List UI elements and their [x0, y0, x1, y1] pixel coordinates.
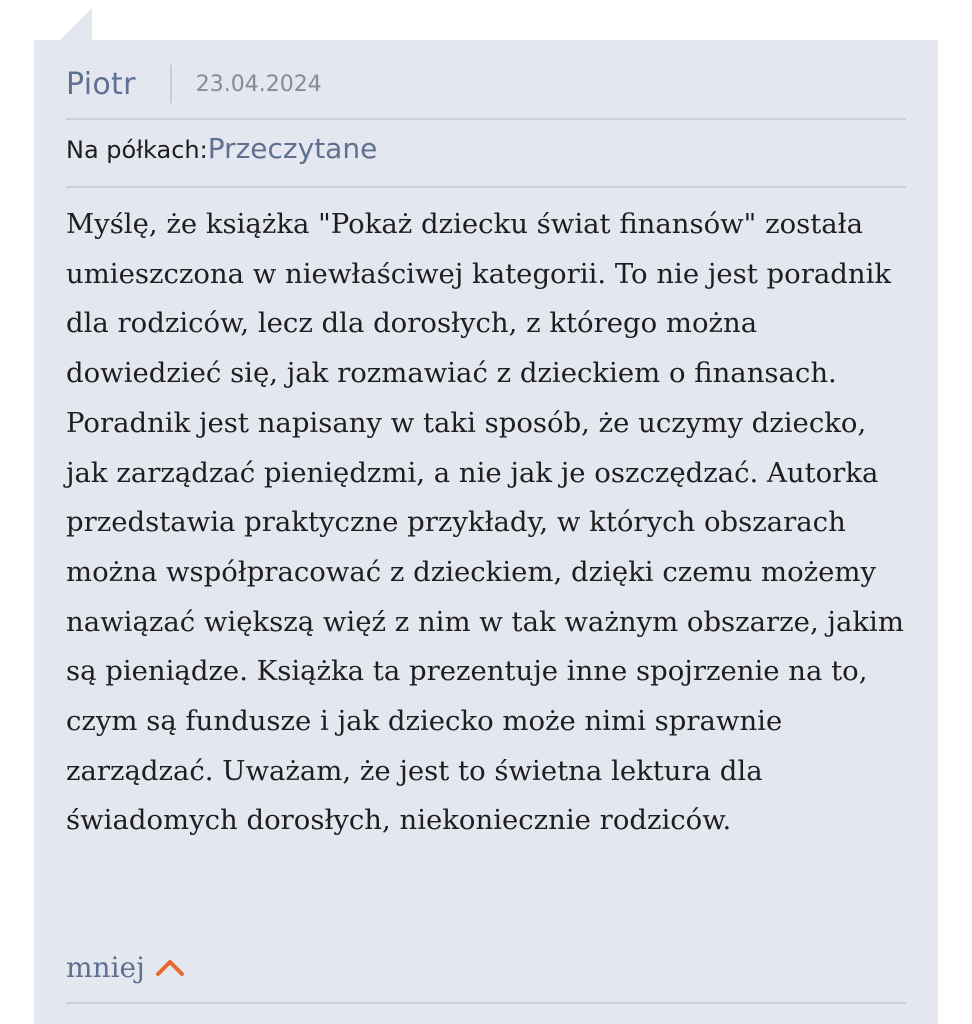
header-separator — [170, 65, 172, 103]
speech-bubble-tail — [60, 8, 92, 40]
show-less-button[interactable] — [66, 944, 185, 990]
shelf-link[interactable]: Przeczytane — [207, 132, 378, 165]
divider — [66, 186, 906, 188]
review-header — [66, 62, 322, 106]
review-author-link[interactable]: Piotr — [66, 66, 136, 102]
shelf-label: Na półkach: — [66, 136, 208, 164]
show-less-label: mniej — [66, 950, 145, 984]
divider — [66, 118, 906, 120]
shelf-info — [66, 132, 377, 174]
review-text: Myślę, że książka "Pokaż dziecku świat finansów" została umieszczona w niewłaściwej kategorii. To nie jest poradnik dla rodziców, lecz dla dorosłych, z którego można dowiedzieć się, jak rozmawiać z dzieckiem o finansach. Poradnik jest napisany w taki sposób, że uczymy dziecko, jak zarządzać pieniędzmi, a nie jak je oszczędzać. Autorka przedstawia praktyczne przykłady, w których obszarach można współpracować z dzieckiem, dzięki czemu możemy nawiązać większą więź z nim w tak ważnym obszarze, jakim są pieniądze. Książka ta prezentuje inne spojrzenie na to, czym są fundusze i jak dziecko może nimi sprawnie zarządzać. Uważam, że jest to świetna lektura dla świadomych dorosłych, niekoniecznie rodziców. — [66, 208, 904, 837]
review-date: 23.04.2024 — [195, 71, 322, 97]
divider — [66, 1002, 906, 1004]
chevron-up-icon — [155, 957, 185, 977]
